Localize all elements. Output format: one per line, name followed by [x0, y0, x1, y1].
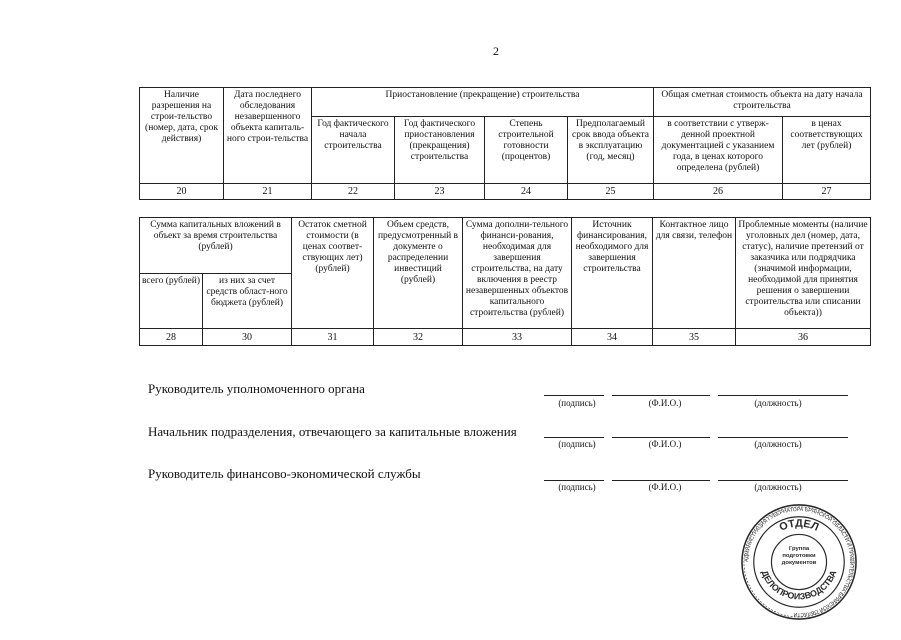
signature-line: [544, 437, 604, 438]
stamp-outer-text: АДМИНИСТРАЦИЯ ГУБЕРНАТОРА БРЯНСКОЙ ОБЛАСТИ И ПРАВИТЕЛЬСТВА БРЯНСКОЙ ОБЛАСТИ: [743, 506, 855, 618]
header-group-cost: Общая сметная стоимость объекта на дату начала строительства: [654, 88, 871, 117]
signature-label-head-of-finance: Руководитель финансово-экономической службы: [148, 466, 421, 481]
header-col-33: Сумма дополни-тельного финанси-рования, необходимая для завершения строительства, на дату включения в реестр незавершенных объектов капитального строительства (рублей): [463, 218, 572, 329]
column-number: 35: [653, 329, 736, 346]
name-line: [612, 395, 710, 396]
column-number: 20: [140, 184, 224, 200]
page-number: 2: [493, 44, 499, 58]
register-table-part-2: [139, 217, 871, 346]
position-line: [718, 437, 848, 438]
signature-label-head-of-authority: Руководитель уполномоченного органа: [148, 381, 365, 396]
signature-line: [544, 480, 604, 481]
column-number: 28: [140, 329, 203, 346]
column-number: 22: [312, 184, 395, 200]
header-col-31: Остаток сметной стоимости (в ценах соответ-ствующих лет) (рублей): [292, 218, 374, 329]
caption-name: (Ф.И.О.): [648, 439, 682, 449]
column-number: 36: [736, 329, 871, 346]
header-group-suspension: Приостановление (прекращение) строительства: [312, 88, 654, 117]
column-number: 30: [203, 329, 292, 346]
stamp-center-text: Группа подготовки документов: [781, 546, 817, 566]
register-table-part-1: [139, 87, 871, 200]
signature-line: [544, 395, 604, 396]
caption-position: (должность): [754, 398, 802, 408]
name-line: [612, 480, 710, 481]
header-col-30: из них за счет средств област-ного бюджета (рублей): [203, 274, 292, 329]
stamp-ring-bottom-text: ДЕЛОПРОИЗВОДСТВА: [759, 568, 839, 602]
header-col-36: Проблемные моменты (наличие уголовных дел (номер, дата, статус), наличие претензий от заказчика или подрядчика (значимой информации, необходимой для принятия решения о завершении строительства или списании объекта)): [736, 218, 871, 329]
header-col-25: Предполагаемый срок ввода объекта в эксплуатацию (год, месяц): [568, 117, 654, 184]
caption-signature: (подпись): [558, 398, 596, 408]
caption-position: (должность): [754, 482, 802, 492]
header-col-23: Год фактического приостановления (прекращения) строительства: [395, 117, 485, 184]
header-col-27: в ценах соответствующих лет (рублей): [783, 117, 871, 184]
caption-name: (Ф.И.О.): [648, 482, 682, 492]
column-number: 25: [568, 184, 654, 200]
stamp-ring-top-text: ОТДЕЛ: [777, 517, 821, 534]
header-col-22: Год фактического начала строительства: [312, 117, 395, 184]
caption-position: (должность): [754, 439, 802, 449]
column-number: 31: [292, 329, 374, 346]
header-col-26: в соответствии с утверж-денной проектной документацией с указанием года, в ценах которого определена (рублей): [654, 117, 783, 184]
column-number: 23: [395, 184, 485, 200]
signature-label-head-of-capital-investments: Начальник подразделения, отвечающего за капитальные вложения: [148, 424, 517, 439]
caption-signature: (подпись): [558, 439, 596, 449]
position-line: [718, 480, 848, 481]
header-col-24: Степень строительной готовности (процентов): [485, 117, 568, 184]
position-line: [718, 395, 848, 396]
column-number: 27: [783, 184, 871, 200]
header-col-20: Наличие разрешения на строи-тельство (номер, дата, срок действия): [140, 88, 224, 184]
header-col-34: Источник финансирования, необходимого для завершения строительства: [572, 218, 653, 329]
column-number: 34: [572, 329, 653, 346]
header-col-32: Объем средств, предусмотренный в документе о распределении инвестиций (рублей): [374, 218, 463, 329]
header-col-35: Контактное лицо для связи, телефон: [653, 218, 736, 329]
header-col-21: Дата последнего обследования незавершенного объекта капиталь-ного строи-тельства: [224, 88, 312, 184]
column-number: 24: [485, 184, 568, 200]
caption-name: (Ф.И.О.): [648, 398, 682, 408]
official-stamp: [740, 503, 858, 621]
caption-signature: (подпись): [558, 482, 596, 492]
column-number: 26: [654, 184, 783, 200]
column-number: 21: [224, 184, 312, 200]
column-number: 32: [374, 329, 463, 346]
header-col-28: всего (рублей): [140, 274, 203, 329]
header-group-investments: Сумма капитальных вложений в объект за время строительства (рублей): [140, 218, 292, 274]
column-number: 33: [463, 329, 572, 346]
name-line: [612, 437, 710, 438]
